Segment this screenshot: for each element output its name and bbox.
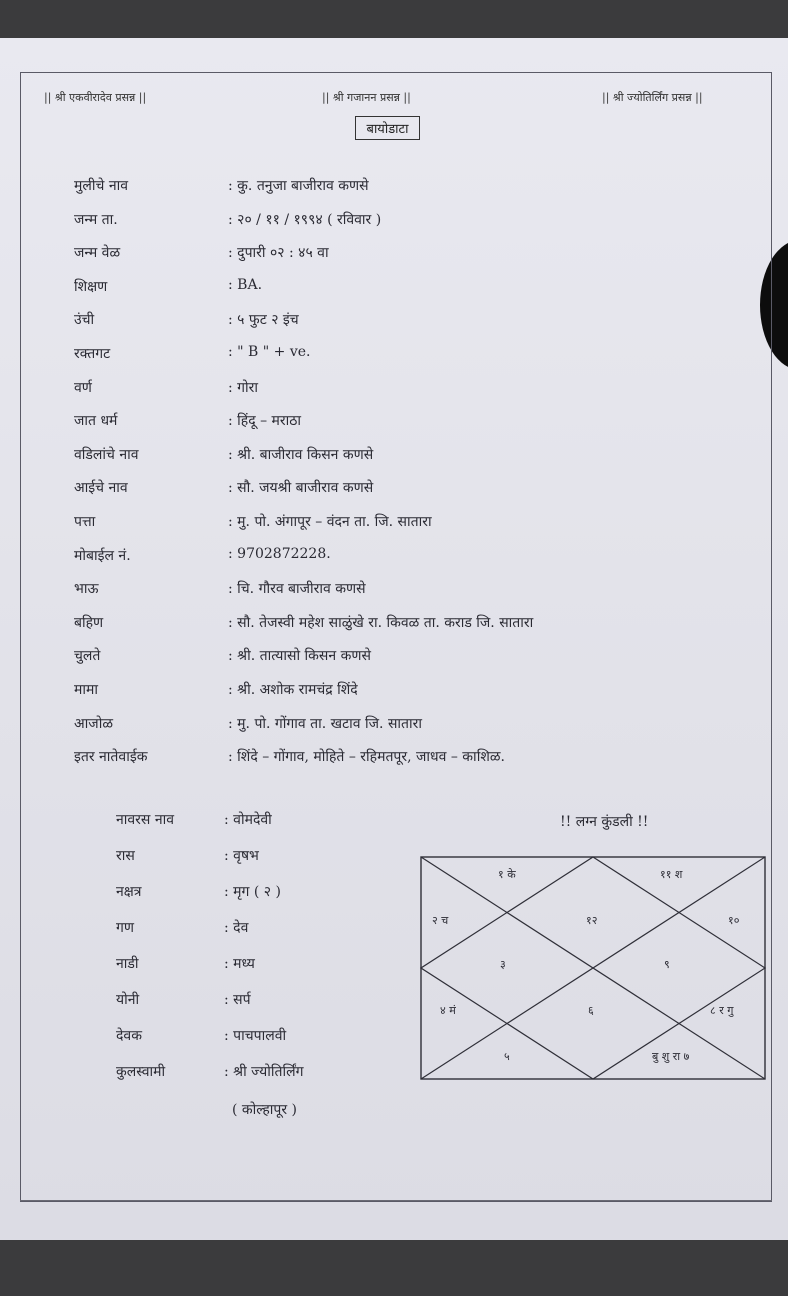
horoscope-value: : वोमदेवी — [224, 812, 272, 828]
biodata-label: पत्ता — [74, 514, 96, 530]
biodata-row — [0, 176, 788, 210]
horoscope-row — [0, 990, 420, 1026]
horoscope-row — [0, 1026, 420, 1062]
biodata-label: जात धर्म — [74, 413, 118, 430]
page-title: बायोडाटा — [355, 116, 420, 140]
biodata-row — [0, 411, 788, 445]
biodata-row — [0, 579, 788, 613]
horoscope-row — [0, 1062, 420, 1098]
header-center-invocation: || श्री गजानन प्रसन्न || — [322, 91, 411, 104]
background-top — [0, 0, 788, 40]
house-label-bottom-right: बु शु रा ७ — [652, 1050, 690, 1063]
horoscope-row — [0, 918, 420, 954]
biodata-value: : " B " + ve. — [228, 344, 311, 360]
biodata-row — [0, 512, 788, 546]
horoscope-value: : वृषभ — [224, 848, 259, 864]
biodata-value: : चि. गौरव बाजीराव कणसे — [228, 581, 366, 598]
biodata-label: वर्ण — [74, 379, 92, 396]
horoscope-label: नाडी — [116, 956, 139, 972]
horoscope-label: नक्षत्र — [116, 884, 142, 900]
biodata-value: : शिंदे – गोंगाव, मोहिते – रहिमतपूर, जाधव – काशिळ. — [228, 749, 505, 766]
biodata-value: : श्री. अशोक रामचंद्र शिंदे — [228, 682, 358, 698]
horoscope-value: : सर्प — [224, 992, 251, 1008]
biodata-row — [0, 646, 788, 680]
biodata-value: : 9702872228. — [228, 545, 331, 562]
biodata-value: : BA. — [228, 276, 263, 293]
kundali-title: !! लग्न कुंडली !! — [560, 814, 649, 830]
horoscope-row — [0, 810, 420, 846]
house-label-top-left: १ के — [498, 868, 516, 881]
biodata-value: : ५ फुट २ इंच — [228, 312, 299, 329]
biodata-row — [0, 445, 788, 479]
biodata-label: मुलीचे नाव — [74, 178, 129, 194]
horoscope-label: कुलस्वामी — [116, 1064, 166, 1080]
header-left-invocation: || श्री एकवीरादेव प्रसन्न || — [44, 91, 147, 104]
house-label-bottom-left: ५ — [504, 1050, 510, 1063]
biodata-label: आजोळ — [74, 715, 113, 732]
biodata-row — [0, 478, 788, 512]
house-label-left-upper: २ च — [432, 914, 449, 927]
biodata-label: मामा — [74, 682, 98, 698]
house-label-left-lower: ४ मं — [440, 1004, 456, 1017]
biodata-row — [0, 277, 788, 311]
horoscope-label: देवक — [116, 1028, 142, 1044]
biodata-value: : हिंदू – मराठा — [228, 413, 302, 430]
biodata-label: इतर नातेवाईक — [74, 749, 148, 766]
biodata-value: : श्री. तात्यासो किसन कणसे — [228, 648, 371, 665]
biodata-label: मोबाईल नं. — [74, 547, 131, 564]
biodata-row — [0, 243, 788, 277]
biodata-row — [0, 310, 788, 344]
biodata-row — [0, 546, 788, 580]
biodata-label: रक्तगट — [74, 346, 111, 362]
header-right-invocation: || श्री ज्योतिर्लिंग प्रसन्न || — [602, 91, 703, 104]
biodata-value: : २० / ११ / १९९४ ( रविवार ) — [228, 211, 382, 228]
biodata-value: : सौ. तेजस्वी महेश साळुंखे रा. किवळ ता. कराड जि. सातारा — [228, 614, 534, 631]
kundali-chart — [420, 856, 766, 1080]
biodata-label: उंची — [74, 312, 95, 329]
horoscope-value: : मध्य — [224, 956, 255, 972]
house-label-right-mid: ९ — [664, 958, 670, 971]
horoscope-value: : पाचपालवी — [224, 1028, 287, 1044]
house-label-left-mid: ३ — [500, 958, 506, 971]
biodata-value: : सौ. जयश्री बाजीराव कणसे — [228, 480, 374, 497]
background-bottom — [0, 1240, 788, 1296]
biodata-label: जन्म ता. — [74, 211, 118, 228]
biodata-row — [0, 210, 788, 244]
house-label-center-top: १२ — [586, 914, 598, 927]
biodata-label: बहिण — [74, 614, 104, 631]
biodata-label: आईचे नाव — [74, 480, 128, 497]
horoscope-value: : मृग ( २ ) — [224, 884, 281, 900]
biodata-row — [0, 680, 788, 714]
horoscope-value: : देव — [224, 920, 249, 936]
biodata-row — [0, 344, 788, 378]
biodata-label: जन्म वेळ — [74, 245, 121, 262]
sheet-bottom-rule — [20, 1200, 772, 1201]
horoscope-label: नावरस नाव — [116, 812, 174, 828]
horoscope-label: योनी — [116, 992, 140, 1008]
horoscope-row — [0, 882, 420, 918]
biodata-label: शिक्षण — [74, 278, 108, 295]
biodata-row — [0, 378, 788, 412]
house-label-top-right: ११ श — [660, 868, 683, 881]
biodata-value: : मु. पो. अंगापूर – वंदन ता. जि. सातारा — [228, 514, 432, 530]
biodata-row — [0, 613, 788, 647]
horoscope-row — [0, 954, 420, 990]
biodata-label: भाऊ — [74, 581, 99, 598]
biodata-value: : मु. पो. गोंगाव ता. खटाव जि. सातारा — [228, 715, 423, 732]
biodata-value: : कु. तनुजा बाजीराव कणसे — [228, 178, 369, 194]
horoscope-row — [0, 846, 420, 882]
horoscope-value: : श्री ज्योतिर्लिंग — [224, 1064, 304, 1080]
horoscope-label: गण — [116, 920, 135, 936]
horoscope-label: रास — [116, 848, 135, 864]
biodata-label: वडिलांचे नाव — [74, 446, 139, 463]
house-label-center-bottom: ६ — [588, 1004, 594, 1017]
biodata-row — [0, 747, 788, 781]
biodata-value: : श्री. बाजीराव किसन कणसे — [228, 446, 374, 463]
biodata-row — [0, 714, 788, 748]
biodata-label: चुलते — [74, 648, 101, 665]
house-label-right-upper: १० — [728, 914, 740, 927]
kuldevata-place: ( कोल्हापूर ) — [232, 1102, 297, 1118]
house-label-right-lower: ८ र गु — [710, 1004, 734, 1017]
biodata-value: : गोरा — [228, 379, 259, 396]
biodata-value: : दुपारी ०२ : ४५ वा — [228, 245, 329, 262]
